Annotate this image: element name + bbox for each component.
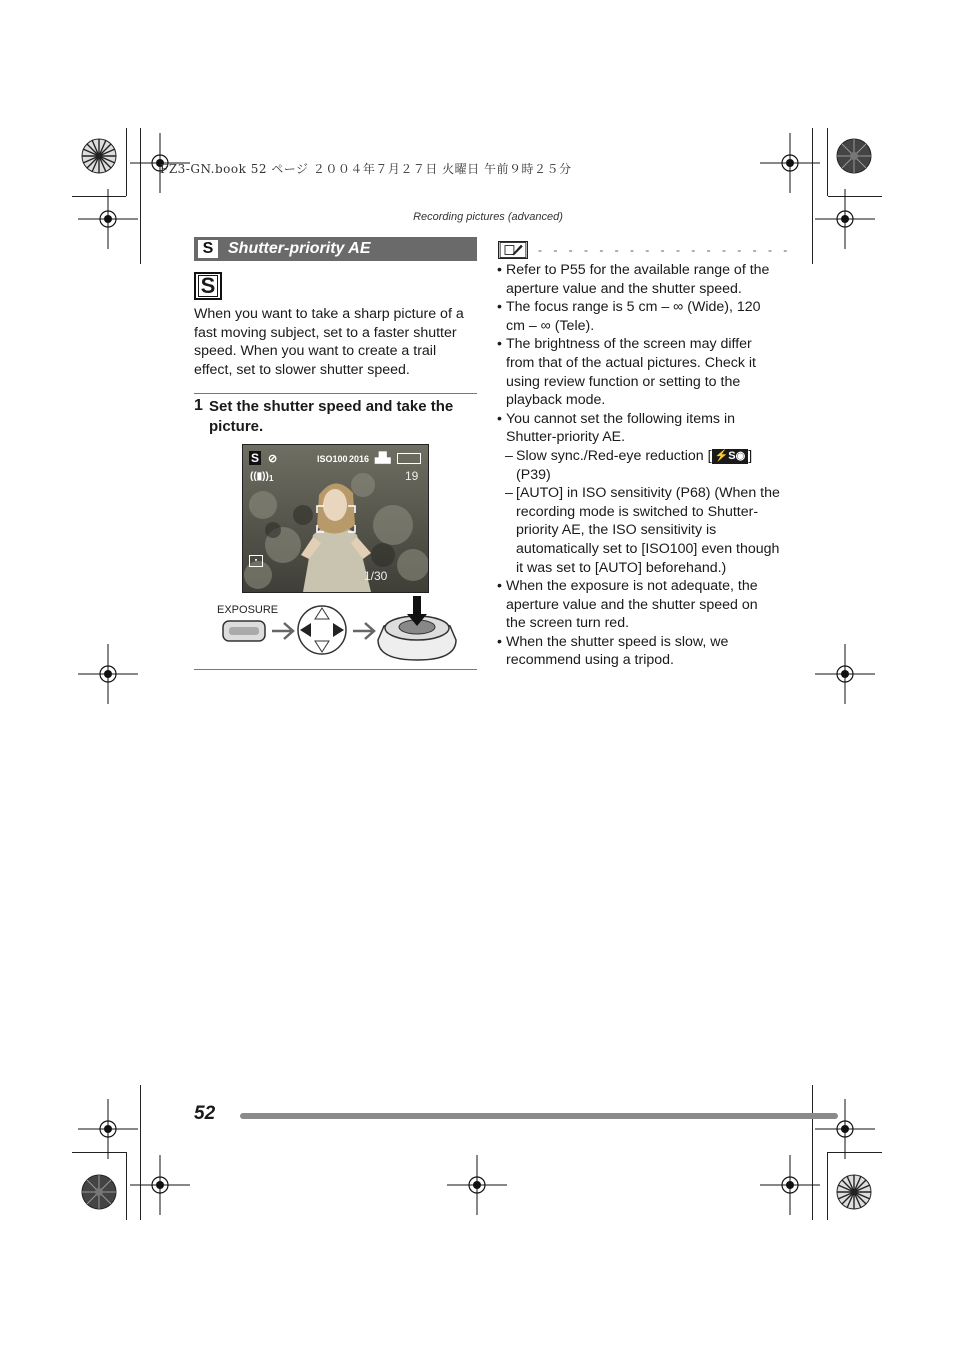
print-file-line: FZ3-GN.book 52 ページ ２００４年７月２７日 火曜日 午前９時２５分 <box>160 162 572 176</box>
quality-icon: ▟▙ <box>375 453 391 464</box>
mode-icon-letter: S <box>198 275 218 297</box>
stabilizer-icon: ((▮)) <box>250 471 269 482</box>
intro-paragraph: When you want to take a sharp picture of a fast moving subject, set to a faster shutter speed. When you want to create a trail effect, set to slower shutter speed. <box>194 306 464 378</box>
registration-mark-icon <box>78 1099 138 1159</box>
battery-icon <box>397 453 421 464</box>
shutter-speed-value: 1/30 <box>364 569 388 583</box>
af-frame-icon <box>316 505 356 533</box>
slow-sync-ref: ] (P39) <box>516 447 753 483</box>
note-separator: - - - - - - - - - - - - - - - - - <box>538 243 792 257</box>
flash-off-icon: ⊘ <box>268 453 278 465</box>
note-item: • Refer to P55 for the available range of the aperture value and the shutter speed. <box>497 261 780 298</box>
registration-mark-icon <box>760 133 820 193</box>
divider <box>194 393 477 394</box>
operation-diagram <box>222 594 458 664</box>
section-title: Shutter-priority AE <box>228 240 371 257</box>
note-item: • When the exposure is not adequate, the aperture value and the shutter speed on the screen turn red. <box>497 577 780 633</box>
color-bar-rosette-icon <box>836 1174 872 1210</box>
section-mode-badge: S <box>198 240 218 258</box>
shutter-mode-icon <box>194 272 222 300</box>
arrow-right-icon <box>272 623 293 639</box>
note-item: • You cannot set the following items in Shutter-priority AE. <box>497 410 780 447</box>
note-item: • The focus range is 5 cm – ∞ (Wide), 120 cm – ∞ (Tele). <box>497 298 780 335</box>
slow-sync-text: Slow sync./Red-eye reduction [ <box>516 447 712 464</box>
arrow-right-icon <box>353 623 374 639</box>
section-header <box>194 237 477 261</box>
note-icon <box>498 241 528 259</box>
step-instruction: Set the shutter speed and take the picture. <box>209 398 454 435</box>
camera-lcd-preview <box>242 444 429 593</box>
running-header: Recording pictures (advanced) <box>413 211 563 223</box>
slow-sync-red-eye-icon: ⚡S◉ <box>712 449 749 464</box>
registration-mark-icon <box>130 1155 190 1215</box>
shutter-button-icon <box>378 596 456 660</box>
resolution-indicator: 2016 <box>349 454 370 464</box>
note-item: • The brightness of the screen may differ from that of the actual pictures. Check it using review function or setting to the playback mode. <box>497 335 780 409</box>
note-item: • When the shutter speed is slow, we recommend using a tripod. <box>497 633 780 670</box>
registration-mark-icon <box>815 644 875 704</box>
registration-mark-icon <box>78 644 138 704</box>
note-sub-item: – [AUTO] in ISO sensitivity (P68) (When the recording mode is switched to Shutter-priority AE, the ISO sensitivity is automatically set to [ISO100] even though it was set to [AUTO] beforehand.) <box>497 484 780 577</box>
registration-mark-icon <box>815 1099 875 1159</box>
metering-icon: ▪ <box>249 555 263 567</box>
cursor-pad-icon <box>298 606 346 654</box>
divider <box>194 669 477 670</box>
shots-remaining: 19 <box>405 469 419 483</box>
footer-bar <box>240 1113 838 1119</box>
color-bar-rosette-icon <box>836 138 872 174</box>
page-number: 52 <box>194 1103 216 1124</box>
stabilizer-mode: 1 <box>269 474 274 483</box>
registration-mark-icon <box>447 1155 507 1215</box>
color-bar-rosette-icon <box>81 1174 117 1210</box>
iso-indicator: ISO100 <box>317 454 348 464</box>
exposure-button-label: EXPOSURE <box>217 604 279 616</box>
color-bar-rosette-icon <box>81 138 117 174</box>
mode-indicator: S <box>251 451 260 465</box>
notes-list <box>497 261 780 670</box>
note-sub-item <box>497 447 780 484</box>
registration-mark-icon <box>760 1155 820 1215</box>
step-number: 1 <box>194 397 203 414</box>
